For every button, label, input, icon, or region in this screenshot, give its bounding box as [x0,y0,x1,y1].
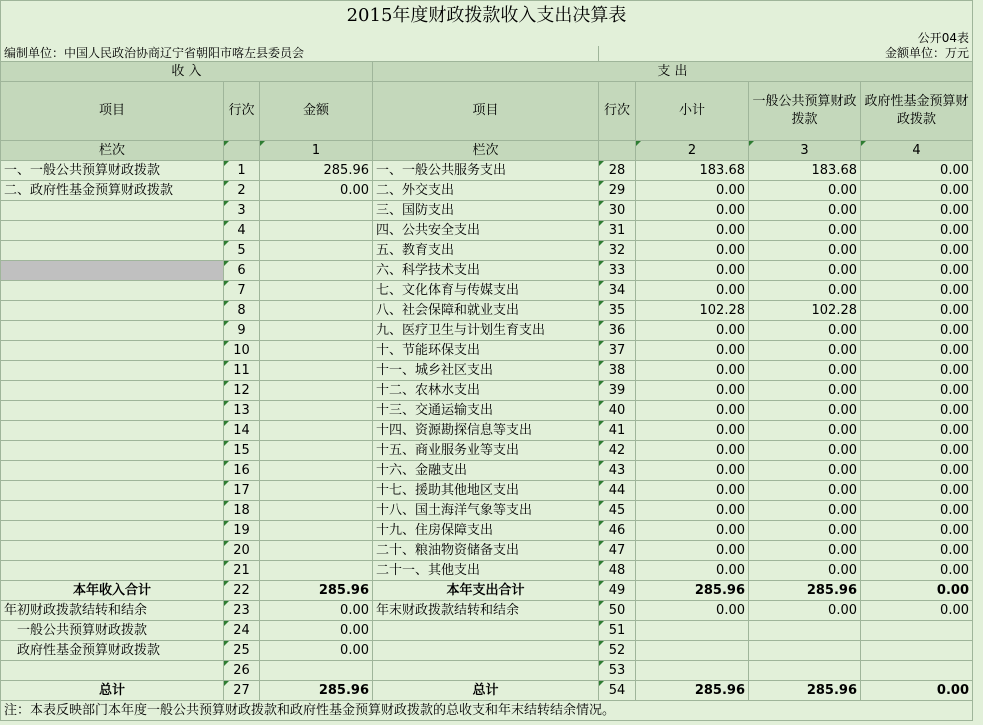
expense-row-number: 40 [599,401,636,421]
income-item-cell: 二、政府性基金预算财政拨款 [1,181,224,201]
income-amount-cell [260,481,373,501]
income-amount-cell: 285.96 [260,681,373,701]
table-row [1,461,973,481]
income-row-number: 13 [224,401,260,421]
expense-item-cell: 十九、住房保障支出 [373,521,599,541]
expense-general-cell: 0.00 [749,321,861,341]
expense-row-number: 50 [599,601,636,621]
footnote: 注：本表反映部门本年度一般公共预算财政拨款和政府性基金预算财政拨款的总收支和年末结转结余情况。 [1,701,973,721]
expense-general-cell: 0.00 [749,201,861,221]
expense-row-number: 51 [599,621,636,641]
expense-row-number: 53 [599,661,636,681]
expense-row-number: 38 [599,361,636,381]
income-amount-cell [260,561,373,581]
expense-general-cell: 0.00 [749,261,861,281]
expense-row-number: 42 [599,441,636,461]
expense-subtotal-cell: 0.00 [636,461,749,481]
year-total-row [1,581,973,601]
income-amount-cell [260,441,373,461]
expense-subtotal-cell: 0.00 [636,341,749,361]
expense-item-cell [373,621,599,641]
income-item-cell [1,221,224,241]
expense-general-cell: 0.00 [749,461,861,481]
income-amount-cell [260,661,373,681]
income-row-number: 16 [224,461,260,481]
expense-general-cell: 0.00 [749,561,861,581]
income-item-cell [1,301,224,321]
table-row [1,561,973,581]
expense-general-cell: 0.00 [749,601,861,621]
table-row [1,241,973,261]
income-row-number: 21 [224,561,260,581]
expense-general-cell: 0.00 [749,181,861,201]
income-amount-cell [260,261,373,281]
expense-item-cell: 十八、国土海洋气象等支出 [373,501,599,521]
income-amount-cell [260,281,373,301]
column-index-cell [224,141,260,161]
income-amount-cell: 285.96 [260,161,373,181]
expense-row-number: 28 [599,161,636,181]
expense-general-cell: 0.00 [749,241,861,261]
income-item-cell: 一般公共预算财政拨款 [1,621,224,641]
income-amount-cell [260,361,373,381]
expense-item-cell: 十四、资源勘探信息等支出 [373,421,599,441]
expense-fund-cell: 0.00 [861,501,973,521]
income-amount-cell [260,501,373,521]
expense-row-number: 44 [599,481,636,501]
expense-row-number: 35 [599,301,636,321]
expense-subtotal-cell: 0.00 [636,601,749,621]
expense-fund-cell: 0.00 [861,541,973,561]
expense-row-number: 32 [599,241,636,261]
expense-subtotal-cell: 0.00 [636,261,749,281]
table-row [1,301,973,321]
carry-row [1,641,973,661]
expense-item-cell: 八、社会保障和就业支出 [373,301,599,321]
income-row-number: 14 [224,421,260,441]
table-row [1,421,973,441]
header-amount: 金额 [260,82,373,141]
income-row-number: 17 [224,481,260,501]
expense-general-cell: 0.00 [749,501,861,521]
expense-subtotal-cell: 0.00 [636,201,749,221]
expense-subtotal-cell [636,621,749,641]
table-row [1,321,973,341]
expense-fund-cell: 0.00 [861,441,973,461]
expense-subtotal-cell: 0.00 [636,361,749,381]
expense-general-cell: 0.00 [749,441,861,461]
income-row-number: 22 [224,581,260,601]
expense-row-number: 43 [599,461,636,481]
income-row-number: 4 [224,221,260,241]
table-row [1,341,973,361]
expense-item-cell: 三、国防支出 [373,201,599,221]
income-amount-cell [260,241,373,261]
expense-general-cell: 0.00 [749,221,861,241]
income-item-cell [1,341,224,361]
column-index-2: 2 [636,141,749,161]
expense-subtotal-cell: 0.00 [636,221,749,241]
header-item-expense: 项目 [373,82,599,141]
table-row [1,261,973,281]
expense-fund-cell: 0.00 [861,301,973,321]
expense-fund-cell: 0.00 [861,201,973,221]
expense-item-cell [373,641,599,661]
income-row-number: 27 [224,681,260,701]
column-index-cell [599,141,636,161]
table-title: 2015年度财政拨款收入支出决算表 [1,1,973,32]
expense-fund-cell: 0.00 [861,461,973,481]
expense-general-cell [749,621,861,641]
header-subtotal: 小计 [636,82,749,141]
column-index-label-expense: 栏次 [373,141,599,161]
table-row [1,181,973,201]
income-item-cell [1,201,224,221]
table-row [1,201,973,221]
income-item-cell [1,281,224,301]
expense-item-cell: 本年支出合计 [373,581,599,601]
income-item-cell: 总计 [1,681,224,701]
expense-fund-cell: 0.00 [861,281,973,301]
expense-fund-cell: 0.00 [861,381,973,401]
expense-row-number: 41 [599,421,636,441]
expense-subtotal-cell: 0.00 [636,241,749,261]
income-row-number: 26 [224,661,260,681]
expense-row-number: 39 [599,381,636,401]
income-row-number: 7 [224,281,260,301]
income-item-cell [1,261,224,281]
income-amount-cell [260,401,373,421]
income-row-number: 5 [224,241,260,261]
income-item-cell [1,541,224,561]
expense-general-cell: 0.00 [749,541,861,561]
org-label: 编制单位：中国人民政治协商辽宁省朝阳市喀左县委员会 [1,46,599,62]
expense-general-cell: 0.00 [749,421,861,441]
expense-subtotal-cell: 102.28 [636,301,749,321]
expense-general-cell: 0.00 [749,341,861,361]
table-row [1,401,973,421]
income-row-number: 25 [224,641,260,661]
income-section-header: 收 入 [1,62,373,82]
carry-row [1,601,973,621]
table-row [1,481,973,501]
income-row-number: 18 [224,501,260,521]
table-row [1,541,973,561]
income-item-cell: 一、一般公共预算财政拨款 [1,161,224,181]
header-row-no-expense: 行次 [599,82,636,141]
income-item-cell [1,401,224,421]
expense-item-cell: 二十一、其他支出 [373,561,599,581]
header-item: 项目 [1,82,224,141]
income-item-cell: 年初财政拨款结转和结余 [1,601,224,621]
expense-subtotal-cell: 0.00 [636,181,749,201]
income-row-number: 9 [224,321,260,341]
expense-row-number: 48 [599,561,636,581]
expense-subtotal-cell: 285.96 [636,581,749,601]
expense-subtotal-cell: 0.00 [636,481,749,501]
expense-fund-cell: 0.00 [861,361,973,381]
expense-item-cell: 十三、交通运输支出 [373,401,599,421]
expense-fund-cell: 0.00 [861,261,973,281]
column-index-label: 栏次 [1,141,224,161]
income-item-cell [1,321,224,341]
expense-subtotal-cell: 0.00 [636,521,749,541]
column-index-1: 1 [260,141,373,161]
expense-item-cell: 十六、金融支出 [373,461,599,481]
expense-fund-cell: 0.00 [861,421,973,441]
expense-general-cell: 285.96 [749,681,861,701]
expense-subtotal-cell: 0.00 [636,501,749,521]
income-amount-cell [260,381,373,401]
income-row-number: 24 [224,621,260,641]
expense-subtotal-cell: 0.00 [636,401,749,421]
expense-fund-cell: 0.00 [861,221,973,241]
expense-section-header: 支 出 [373,62,973,82]
income-amount-cell [260,201,373,221]
income-item-cell [1,441,224,461]
income-item-cell [1,561,224,581]
expense-item-cell: 一、一般公共服务支出 [373,161,599,181]
income-item-cell: 政府性基金预算财政拨款 [1,641,224,661]
income-item-cell: 本年收入合计 [1,581,224,601]
income-amount-cell [260,421,373,441]
expense-general-cell: 0.00 [749,481,861,501]
income-row-number: 8 [224,301,260,321]
income-item-cell [1,521,224,541]
expense-fund-cell [861,661,973,681]
expense-row-number: 30 [599,201,636,221]
income-row-number: 12 [224,381,260,401]
expense-item-cell: 六、科学技术支出 [373,261,599,281]
expense-fund-cell: 0.00 [861,181,973,201]
carry-row [1,621,973,641]
expense-row-number: 49 [599,581,636,601]
income-amount-cell [260,301,373,321]
income-row-number: 15 [224,441,260,461]
expense-subtotal-cell: 0.00 [636,541,749,561]
income-row-number: 1 [224,161,260,181]
expense-row-number: 54 [599,681,636,701]
income-row-number: 20 [224,541,260,561]
income-amount-cell: 0.00 [260,181,373,201]
income-amount-cell [260,461,373,481]
income-amount-cell [260,221,373,241]
income-amount-cell: 285.96 [260,581,373,601]
table-row [1,281,973,301]
income-row-number: 19 [224,521,260,541]
expense-item-cell: 十五、商业服务业等支出 [373,441,599,461]
income-item-cell [1,661,224,681]
carry-row [1,661,973,681]
expense-row-number: 47 [599,541,636,561]
expense-row-number: 31 [599,221,636,241]
expense-item-cell: 四、公共安全支出 [373,221,599,241]
expense-row-number: 52 [599,641,636,661]
expense-subtotal-cell: 0.00 [636,381,749,401]
table-row [1,441,973,461]
expense-item-cell: 九、医疗卫生与计划生育支出 [373,321,599,341]
expense-item-cell: 十、节能环保支出 [373,341,599,361]
column-index-3: 3 [749,141,861,161]
expense-item-cell [373,661,599,681]
expense-general-cell: 0.00 [749,521,861,541]
note-row [1,701,973,721]
income-amount-cell: 0.00 [260,641,373,661]
expense-subtotal-cell: 0.00 [636,421,749,441]
header-general-budget: 一般公共预算财政拨款 [749,82,861,141]
header-row-no: 行次 [224,82,260,141]
expense-row-number: 36 [599,321,636,341]
expense-general-cell: 285.96 [749,581,861,601]
income-row-number: 11 [224,361,260,381]
income-item-cell [1,461,224,481]
expense-general-cell [749,661,861,681]
income-item-cell [1,501,224,521]
expense-subtotal-cell: 0.00 [636,441,749,461]
income-row-number: 10 [224,341,260,361]
expense-item-cell: 二十、粮油物资储备支出 [373,541,599,561]
table-row [1,521,973,541]
expense-item-cell: 五、教育支出 [373,241,599,261]
expense-subtotal-cell: 183.68 [636,161,749,181]
expense-item-cell: 七、文化体育与传媒支出 [373,281,599,301]
table-row [1,501,973,521]
expense-fund-cell: 0.00 [861,521,973,541]
expense-row-number: 37 [599,341,636,361]
expense-fund-cell: 0.00 [861,561,973,581]
income-amount-cell [260,541,373,561]
income-amount-cell [260,341,373,361]
expense-item-cell: 总计 [373,681,599,701]
expense-row-number: 29 [599,181,636,201]
expense-item-cell: 二、外交支出 [373,181,599,201]
expense-subtotal-cell: 0.00 [636,321,749,341]
income-row-number: 6 [224,261,260,281]
income-item-cell [1,241,224,261]
expense-fund-cell: 0.00 [861,581,973,601]
expense-fund-cell: 0.00 [861,401,973,421]
table-row [1,381,973,401]
expense-fund-cell [861,641,973,661]
expense-general-cell: 0.00 [749,361,861,381]
income-amount-cell [260,321,373,341]
income-row-number: 23 [224,601,260,621]
expense-general-cell: 0.00 [749,281,861,301]
income-item-cell [1,381,224,401]
form-number: 公开04表 [1,31,973,46]
expense-item-cell: 十一、城乡社区支出 [373,361,599,381]
expense-general-cell: 0.00 [749,381,861,401]
income-amount-cell: 0.00 [260,601,373,621]
expense-fund-cell [861,621,973,641]
expense-general-cell: 102.28 [749,301,861,321]
column-index-4: 4 [861,141,973,161]
income-row-number: 3 [224,201,260,221]
expense-subtotal-cell: 0.00 [636,561,749,581]
expense-general-cell: 0.00 [749,401,861,421]
expense-fund-cell: 0.00 [861,681,973,701]
income-amount-cell [260,521,373,541]
expense-row-number: 45 [599,501,636,521]
expense-fund-cell: 0.00 [861,161,973,181]
income-item-cell [1,481,224,501]
expense-general-cell [749,641,861,661]
table-row [1,361,973,381]
expense-fund-cell: 0.00 [861,341,973,361]
expense-item-cell: 十二、农林水支出 [373,381,599,401]
expense-fund-cell: 0.00 [861,481,973,501]
expense-general-cell: 183.68 [749,161,861,181]
expense-subtotal-cell [636,661,749,681]
income-row-number: 2 [224,181,260,201]
expense-fund-cell: 0.00 [861,241,973,261]
table-row [1,221,973,241]
income-item-cell [1,421,224,441]
expense-item-cell: 年末财政拨款结转和结余 [373,601,599,621]
header-fund-budget: 政府性基金预算财政拨款 [861,82,973,141]
expense-fund-cell: 0.00 [861,321,973,341]
expense-subtotal-cell: 0.00 [636,281,749,301]
table-row [1,161,973,181]
expense-fund-cell: 0.00 [861,601,973,621]
expense-subtotal-cell: 285.96 [636,681,749,701]
expense-item-cell: 十七、援助其他地区支出 [373,481,599,501]
expense-row-number: 46 [599,521,636,541]
unit-label: 金额单位：万元 [599,46,973,62]
grand-total-row [1,681,973,701]
expense-row-number: 34 [599,281,636,301]
expense-row-number: 33 [599,261,636,281]
income-amount-cell: 0.00 [260,621,373,641]
expense-subtotal-cell [636,641,749,661]
income-item-cell [1,361,224,381]
